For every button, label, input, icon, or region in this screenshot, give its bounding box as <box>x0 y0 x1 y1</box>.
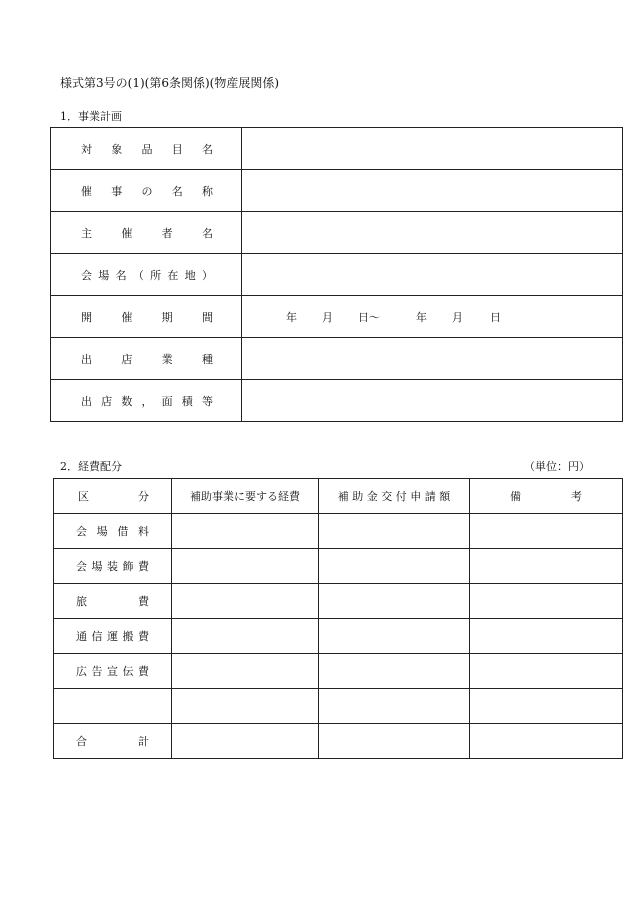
budget-remarks-cell[interactable] <box>470 584 623 619</box>
plan-label-char: 称 <box>202 184 213 198</box>
period-year2: 年 <box>416 310 427 324</box>
budget-label-char: 場 <box>91 560 103 573</box>
budget-subsidy-cell[interactable] <box>319 514 470 549</box>
budget-remarks-cell[interactable] <box>470 549 623 584</box>
budget-table <box>53 478 623 759</box>
plan-label-char: 名 <box>171 184 183 198</box>
header-remarks-char-1: 備 <box>510 490 521 503</box>
plan-row <box>51 254 623 296</box>
plan-label-char: 店 <box>101 394 113 408</box>
budget-label-char: 通 <box>76 630 87 643</box>
budget-cost-cell[interactable] <box>172 584 319 619</box>
plan-row-value[interactable] <box>242 380 623 422</box>
budget-label-char: 旅 <box>76 595 87 608</box>
plan-table <box>50 127 623 422</box>
plan-label-char: 等 <box>201 394 213 408</box>
budget-remarks-cell[interactable] <box>470 654 623 689</box>
budget-label-char: 費 <box>138 595 149 608</box>
budget-subsidy-cell[interactable] <box>319 549 470 584</box>
plan-row-value[interactable] <box>242 338 623 380</box>
plan-row-label <box>51 296 242 338</box>
header-category <box>54 479 172 514</box>
plan-label-char: 事 <box>111 184 123 198</box>
budget-label-char: 料 <box>137 525 149 538</box>
plan-label-char: 面 <box>161 394 173 408</box>
plan-label-char: 会 <box>81 268 92 282</box>
budget-label-char: 運 <box>107 630 118 643</box>
plan-label-char: 期 <box>161 310 173 324</box>
plan-label-char: 場 <box>98 268 110 282</box>
plan-row-label <box>51 128 242 170</box>
period-day2: 日 <box>490 310 501 324</box>
plan-label-char: 出 <box>81 352 92 366</box>
budget-remarks-cell[interactable] <box>470 724 623 759</box>
plan-label-char: 名 <box>115 268 127 282</box>
budget-label-char: 搬 <box>122 630 134 643</box>
form-number: 様式第3号の(1)(第6条関係)(物産展関係) <box>60 76 279 90</box>
header-category-char-2: 分 <box>138 490 149 503</box>
budget-row-label <box>54 724 172 759</box>
budget-label-char: 借 <box>117 525 129 538</box>
period-year1: 年 <box>286 310 297 324</box>
plan-label-char: 象 <box>111 142 123 156</box>
plan-label-char: ） <box>201 268 213 282</box>
period-month2: 月 <box>452 310 463 324</box>
budget-remarks-cell[interactable] <box>470 619 623 654</box>
plan-label-char: 品 <box>141 142 153 156</box>
plan-label-char: 目 <box>171 142 183 156</box>
budget-remarks-cell[interactable] <box>470 689 623 724</box>
header-remarks <box>470 479 623 514</box>
budget-label-char: 合 <box>76 735 87 748</box>
plan-label-char: 対 <box>81 142 92 156</box>
plan-row <box>51 170 623 212</box>
section2-title: 2．経費配分 <box>60 460 122 473</box>
budget-row-label <box>54 689 172 724</box>
budget-label-char: 飾 <box>122 560 134 573</box>
header-category-char-1: 区 <box>78 490 89 503</box>
budget-subsidy-cell[interactable] <box>319 584 470 619</box>
budget-label-char: 費 <box>138 560 149 573</box>
budget-label-char: 信 <box>91 630 103 643</box>
budget-label-char: 伝 <box>122 665 134 678</box>
plan-row-label <box>51 380 242 422</box>
budget-row <box>54 584 623 619</box>
budget-row-label <box>54 549 172 584</box>
plan-row <box>51 380 623 422</box>
plan-row-label <box>51 338 242 380</box>
period-day1: 日～ <box>358 310 380 324</box>
plan-row-value[interactable] <box>242 212 623 254</box>
plan-row <box>51 128 623 170</box>
plan-row <box>51 212 623 254</box>
header-project-cost: 補助事業に要する経費 <box>172 479 319 514</box>
budget-row <box>54 514 623 549</box>
budget-label-char: 計 <box>138 735 149 748</box>
plan-label-char: 開 <box>81 310 92 324</box>
plan-label-char: 積 <box>181 394 193 408</box>
budget-row <box>54 619 623 654</box>
budget-label-char: 宣 <box>107 665 118 678</box>
budget-label-char: 費 <box>138 630 149 643</box>
budget-label-char: 会 <box>76 525 87 538</box>
budget-label-char: 広 <box>76 665 87 678</box>
budget-row <box>54 689 623 724</box>
budget-cost-cell[interactable] <box>172 724 319 759</box>
plan-label-char: 者 <box>161 226 173 240</box>
budget-label-char: 費 <box>138 665 149 678</box>
plan-label-char: 名 <box>201 226 213 240</box>
section1-title: 1．事業計画 <box>60 110 122 123</box>
budget-cost-cell[interactable] <box>172 689 319 724</box>
plan-label-char: 業 <box>161 352 173 366</box>
plan-label-char: の <box>141 184 153 198</box>
plan-row-label <box>51 254 242 296</box>
plan-label-char: 数 <box>121 394 133 408</box>
plan-row-value[interactable] <box>242 170 623 212</box>
budget-label-char: 告 <box>91 665 103 678</box>
plan-label-char: ， <box>141 394 153 408</box>
budget-subsidy-cell[interactable] <box>319 619 470 654</box>
budget-subsidy-cell[interactable] <box>319 654 470 689</box>
plan-label-char: 所 <box>150 268 162 282</box>
budget-row-label <box>54 619 172 654</box>
plan-row-label <box>51 170 242 212</box>
budget-label-char: 会 <box>76 560 87 573</box>
budget-row-label <box>54 654 172 689</box>
header-remarks-char-2: 考 <box>571 490 582 503</box>
period-month1: 月 <box>322 310 333 324</box>
budget-row-label <box>54 514 172 549</box>
plan-label-char: 催 <box>81 184 92 198</box>
budget-label-char: 場 <box>96 525 108 538</box>
budget-row <box>54 549 623 584</box>
unit-label: （単位：円） <box>524 460 590 473</box>
budget-label-char: 装 <box>107 560 118 573</box>
budget-subsidy-cell[interactable] <box>319 724 470 759</box>
plan-row <box>51 338 623 380</box>
budget-cost-cell[interactable] <box>172 654 319 689</box>
plan-label-char: 催 <box>121 310 133 324</box>
plan-row <box>51 296 623 338</box>
budget-row-label <box>54 584 172 619</box>
plan-label-char: 地 <box>184 268 196 282</box>
budget-subsidy-cell[interactable] <box>319 689 470 724</box>
plan-row-value[interactable] <box>242 296 623 338</box>
plan-label-char: 種 <box>201 352 213 366</box>
plan-label-char: 名 <box>202 142 213 156</box>
plan-label-char: （ <box>132 268 144 282</box>
budget-cost-cell[interactable] <box>172 549 319 584</box>
header-subsidy-amount: 補 助 金 交 付 申 請 額 <box>319 479 470 514</box>
plan-row-label <box>51 212 242 254</box>
plan-row-value[interactable] <box>242 128 623 170</box>
budget-header-row <box>54 479 623 514</box>
plan-label-char: 在 <box>167 268 179 282</box>
budget-row <box>54 724 623 759</box>
plan-label-char: 店 <box>121 352 133 366</box>
plan-label-char: 主 <box>81 226 92 240</box>
plan-row-value[interactable] <box>242 254 623 296</box>
budget-cost-cell[interactable] <box>172 619 319 654</box>
budget-remarks-cell[interactable] <box>470 514 623 549</box>
budget-row <box>54 654 623 689</box>
plan-label-char: 催 <box>121 226 133 240</box>
plan-label-char: 出 <box>81 394 92 408</box>
plan-label-char: 間 <box>201 310 213 324</box>
budget-cost-cell[interactable] <box>172 514 319 549</box>
